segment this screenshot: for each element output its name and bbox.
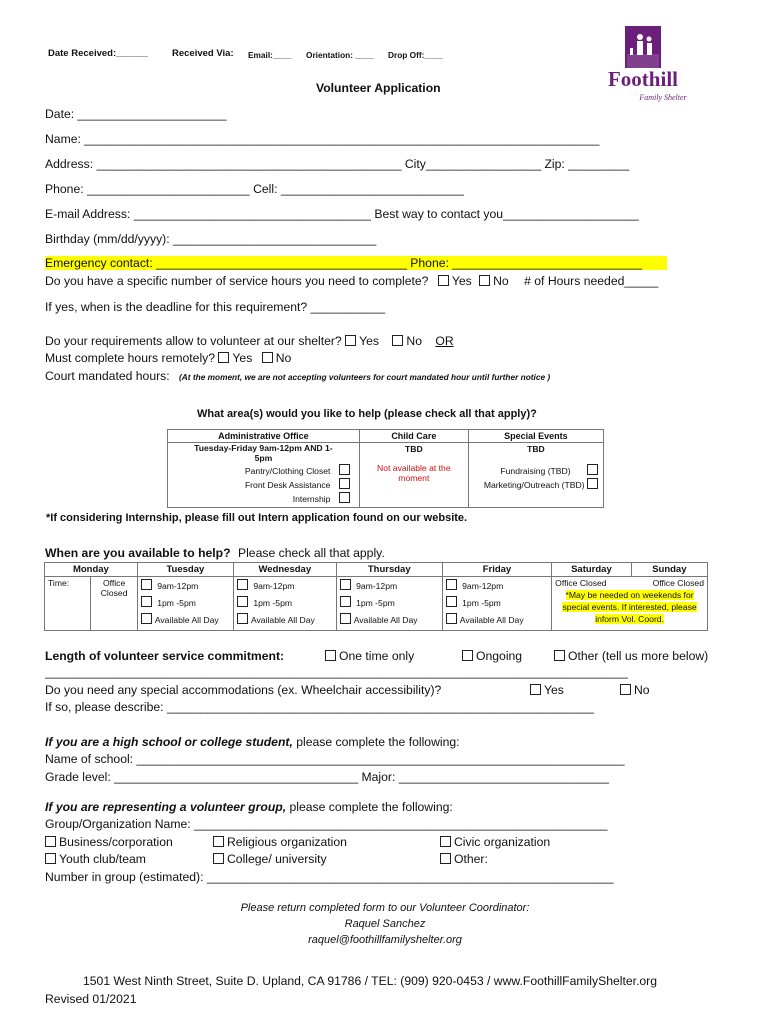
event-item-fundraising: [471, 464, 601, 478]
friday-all-day-checkbox[interactable]: [446, 613, 457, 624]
religious-label: Religious organization: [227, 835, 347, 849]
date-field[interactable]: Date: ______________________: [45, 107, 227, 121]
commitment-line[interactable]: ______________________________________________________________________________________: [45, 665, 628, 679]
business-label: Business/corporation: [59, 835, 173, 849]
remote-yes-checkbox[interactable]: [218, 352, 229, 363]
commitment-ongoing: [462, 649, 522, 663]
ongoing-label: Ongoing: [476, 649, 523, 663]
friday-slot-afternoon: [446, 595, 548, 612]
friday-morning-checkbox[interactable]: [446, 579, 457, 590]
friday-afternoon-checkbox[interactable]: [446, 596, 457, 607]
organization-field[interactable]: Group/Organization Name: _____________________________________________________________: [45, 817, 608, 831]
event-item-marketing: [471, 478, 601, 492]
school-field[interactable]: Name of school: ________________________________________________________________________: [45, 752, 625, 766]
header-special-events: Special Events: [468, 430, 603, 443]
front-desk-checkbox[interactable]: [339, 478, 350, 489]
marketing-checkbox[interactable]: [587, 478, 598, 489]
or-text: OR: [435, 334, 454, 348]
type-business: [45, 835, 173, 849]
thursday-all-day-label: Available All Day: [353, 615, 418, 625]
day-monday: Monday: [45, 563, 138, 577]
accommodations-yes-checkbox[interactable]: [530, 684, 541, 695]
wednesday-slot-afternoon: [237, 595, 333, 612]
thursday-slot-afternoon: [340, 595, 439, 612]
grade-major-field[interactable]: Grade level: ____________________________________ Major: _______________________________: [45, 770, 609, 784]
areas-table: [167, 429, 604, 508]
court-note: (At the moment, we are not accepting volunteers for court mandated hour until further notice ): [179, 372, 551, 382]
wednesday-slot-morning: [237, 578, 333, 595]
other-type-checkbox[interactable]: [440, 853, 451, 864]
revised-date: Revised 01/2021: [45, 992, 137, 1006]
internship-checkbox[interactable]: [339, 492, 350, 503]
admin-item-front-desk: [170, 478, 353, 492]
tuesday-all-day-label: Available All Day: [154, 615, 219, 625]
tuesday-morning-checkbox[interactable]: [141, 579, 152, 590]
accommodations-no-checkbox[interactable]: [620, 684, 631, 695]
service-hours-question: Do you have a specific number of service hours you need to complete?: [45, 274, 429, 288]
accommodations-no-label: No: [634, 683, 650, 697]
religious-checkbox[interactable]: [213, 836, 224, 847]
wednesday-morning-checkbox[interactable]: [237, 579, 248, 590]
student-heading-rest: please complete the following:: [292, 735, 460, 749]
admin-items: [168, 463, 360, 508]
address-field[interactable]: Address: _____________________________________________ City_________________ Zip: _________: [45, 157, 630, 171]
civic-label: Civic organization: [454, 835, 551, 849]
date-received: Date Received:______: [48, 48, 148, 59]
received-via: Received Via:: [172, 48, 234, 59]
wednesday-slot-all-day: [237, 612, 333, 629]
college-checkbox[interactable]: [213, 853, 224, 864]
thursday-slot-morning: [340, 578, 439, 595]
tuesday-all-day-checkbox[interactable]: [141, 613, 152, 624]
accommodations-describe[interactable]: If so, please describe: _______________________________________________________________: [45, 700, 594, 714]
allow-no-checkbox[interactable]: [392, 335, 403, 346]
friday-afternoon-label: 1pm -5pm: [462, 598, 501, 608]
allow-volunteer-question: Do your requirements allow to volunteer at our shelter?: [45, 334, 342, 348]
other-label: Other (tell us more below): [568, 649, 709, 663]
thursday-morning-label: 9am-12pm: [356, 581, 398, 591]
commitment-one-time: [325, 649, 414, 663]
tuesday-morning-label: 9am-12pm: [157, 581, 199, 591]
childcare-hours: TBD: [359, 443, 468, 464]
areas-question: What area(s) would you like to help (please check all that apply)?: [197, 408, 537, 420]
type-college: [213, 852, 327, 866]
group-heading-lead: If you are representing a volunteer group,: [45, 800, 287, 814]
accommodations-no: [620, 683, 650, 697]
weekend-note: [552, 589, 707, 625]
college-label: College/ university: [227, 852, 327, 866]
day-saturday: Saturday: [552, 563, 632, 577]
email-field[interactable]: E-mail Address: ___________________________________ Best way to contact you____________________: [45, 207, 639, 221]
youth-label: Youth club/team: [59, 852, 146, 866]
admin-item-pantry: [170, 464, 353, 478]
remote-yes-label: Yes: [232, 351, 253, 365]
pantry-checkbox[interactable]: [339, 464, 350, 475]
group-number-field[interactable]: Number in group (estimated): ____________________________________________________________: [45, 870, 614, 884]
wednesday-slots: [233, 577, 336, 631]
type-youth: [45, 852, 146, 866]
service-yes-checkbox[interactable]: [438, 275, 449, 286]
wednesday-all-day-checkbox[interactable]: [237, 613, 248, 624]
drop-off: Drop Off:____: [388, 50, 443, 60]
availability-table: [44, 562, 708, 631]
weekend-closed-row: [552, 577, 707, 589]
day-tuesday: Tuesday: [137, 563, 233, 577]
service-yes-label: Yes: [451, 274, 472, 288]
availability-question: When are you available to help?: [45, 546, 231, 560]
commitment-other: [554, 649, 708, 663]
footer-address: 1501 West Ninth Street, Suite D. Upland, CA 91786 / TEL: (909) 920-0453 / www.FoothillFamilyShelter.org: [83, 974, 658, 988]
wednesday-morning-label: 9am-12pm: [253, 581, 295, 591]
business-checkbox[interactable]: [45, 836, 56, 847]
admin-item-internship: [170, 492, 353, 506]
tuesday-slot-morning: [141, 578, 230, 595]
return-line-1: Please return completed form to our Volunteer Coordinator:: [240, 902, 530, 914]
thursday-slots: [336, 577, 442, 631]
commitment-label: Length of volunteer service commitment:: [45, 649, 285, 663]
day-wednesday: Wednesday: [233, 563, 336, 577]
event-items: [468, 463, 603, 508]
wednesday-afternoon-checkbox[interactable]: [237, 596, 248, 607]
tuesday-slot-afternoon: [141, 595, 230, 612]
pantry-label: Pantry/Clothing Closet: [244, 466, 331, 476]
group-heading-rest: please complete the following:: [286, 800, 453, 814]
name-field[interactable]: Name: ____________________________________________________________________________: [45, 132, 600, 146]
availability-row: [45, 546, 385, 560]
tuesday-afternoon-label: 1pm -5pm: [157, 598, 196, 608]
thursday-afternoon-label: 1pm -5pm: [356, 598, 395, 608]
fundraising-label: Fundraising (TBD): [500, 466, 571, 476]
orientation: Orientation: ____: [306, 50, 374, 60]
friday-slot-all-day: [446, 612, 548, 629]
internship-note: *If considering Internship, please fill out Intern application found on our website.: [46, 512, 468, 524]
ongoing-checkbox[interactable]: [462, 650, 473, 661]
service-hours-row: [45, 274, 658, 288]
group-heading: [45, 800, 453, 814]
thursday-slot-all-day: [340, 612, 439, 629]
emergency-contact-field[interactable]: Emergency contact: _____________________________________ Phone: ____________________________: [45, 256, 667, 270]
allow-yes-checkbox[interactable]: [345, 335, 356, 346]
availability-hint: Please check all that apply.: [237, 546, 385, 560]
remote-row: [45, 351, 291, 365]
allow-yes-label: Yes: [359, 334, 379, 348]
tuesday-slot-all-day: [141, 612, 230, 629]
allow-no-label: No: [406, 334, 422, 348]
other-checkbox[interactable]: [554, 650, 565, 661]
day-friday: Friday: [442, 563, 551, 577]
internship-label: Internship: [292, 494, 331, 504]
fundraising-checkbox[interactable]: [587, 464, 598, 475]
form-title: Volunteer Application: [316, 81, 441, 95]
day-sunday: Sunday: [631, 563, 707, 577]
return-name: Raquel Sanchez: [344, 918, 426, 930]
accommodations-yes: [530, 683, 564, 697]
friday-slot-morning: [446, 578, 548, 595]
accommodations-question: Do you need any special accommodations (ex. Wheelchair accessibility)?: [45, 683, 442, 697]
logo-name: Foothill: [607, 67, 679, 91]
youth-checkbox[interactable]: [45, 853, 56, 864]
return-email: raquel@foothillfamilyshelter.org: [308, 934, 462, 946]
deadline-field[interactable]: If yes, when is the deadline for this requirement? ___________: [45, 300, 386, 314]
wednesday-afternoon-label: 1pm -5pm: [253, 598, 293, 608]
tuesday-afternoon-checkbox[interactable]: [141, 596, 152, 607]
hours-needed-field[interactable]: # of Hours needed_____: [524, 274, 659, 288]
childcare-note: Not available at the moment: [359, 463, 468, 508]
foothill-logo: [603, 24, 687, 108]
type-other: [440, 852, 488, 866]
header-admin-office: Administrative Office: [168, 430, 360, 443]
events-hours: TBD: [468, 443, 603, 464]
court-label: Court mandated hours:: [45, 369, 170, 383]
wednesday-all-day-label: Available All Day: [250, 615, 315, 625]
front-desk-label: Front Desk Assistance: [244, 480, 331, 490]
student-heading: [45, 735, 460, 749]
allow-volunteer-row: [45, 334, 454, 348]
friday-all-day-label: Available All Day: [459, 615, 524, 625]
admin-hours: Tuesday-Friday 9am-12pm AND 1-5pm: [168, 443, 360, 464]
email-received: Email:____: [248, 50, 292, 60]
saturday-office-closed: Office Closed: [555, 578, 607, 588]
thursday-afternoon-checkbox[interactable]: [340, 596, 351, 607]
civic-checkbox[interactable]: [440, 836, 451, 847]
remote-no-checkbox[interactable]: [262, 352, 273, 363]
one-time-label: One time only: [339, 649, 415, 663]
service-no-label: No: [493, 274, 509, 288]
day-thursday: Thursday: [336, 563, 442, 577]
accommodations-yes-label: Yes: [544, 683, 564, 697]
marketing-label: Marketing/Outreach (TBD): [483, 480, 585, 490]
type-religious: [213, 835, 347, 849]
weekend-cell: [552, 577, 708, 631]
weekend-note-text: *May be needed on weekends for special events. If interested, please inform Vol. Coord.: [562, 590, 697, 624]
header-child-care: Child Care: [359, 430, 468, 443]
sunday-office-closed: Office Closed: [652, 578, 704, 588]
tuesday-slots: [137, 577, 233, 631]
monday-office-closed: Office Closed: [91, 577, 137, 631]
one-time-checkbox[interactable]: [325, 650, 336, 661]
commitment-label-text: Length of volunteer service commitment: [45, 649, 280, 663]
remote-question: Must complete hours remotely?: [45, 351, 216, 365]
remote-no-label: No: [275, 351, 292, 365]
logo-sub: Family Shelter: [639, 93, 687, 102]
friday-slots: [442, 577, 551, 631]
friday-morning-label: 9am-12pm: [462, 581, 504, 591]
other-type-label: Other:: [454, 852, 488, 866]
thursday-all-day-checkbox[interactable]: [340, 613, 351, 624]
student-heading-lead: If you are a high school or college student,: [45, 735, 293, 749]
time-label: Time:: [45, 577, 91, 631]
phone-field[interactable]: Phone: ________________________ Cell: ___________________________: [45, 182, 464, 196]
court-row: [45, 369, 550, 383]
service-no-checkbox[interactable]: [479, 275, 490, 286]
thursday-morning-checkbox[interactable]: [340, 579, 351, 590]
type-civic: [440, 835, 550, 849]
birthday-field[interactable]: Birthday (mm/dd/yyyy): ______________________________: [45, 232, 377, 246]
